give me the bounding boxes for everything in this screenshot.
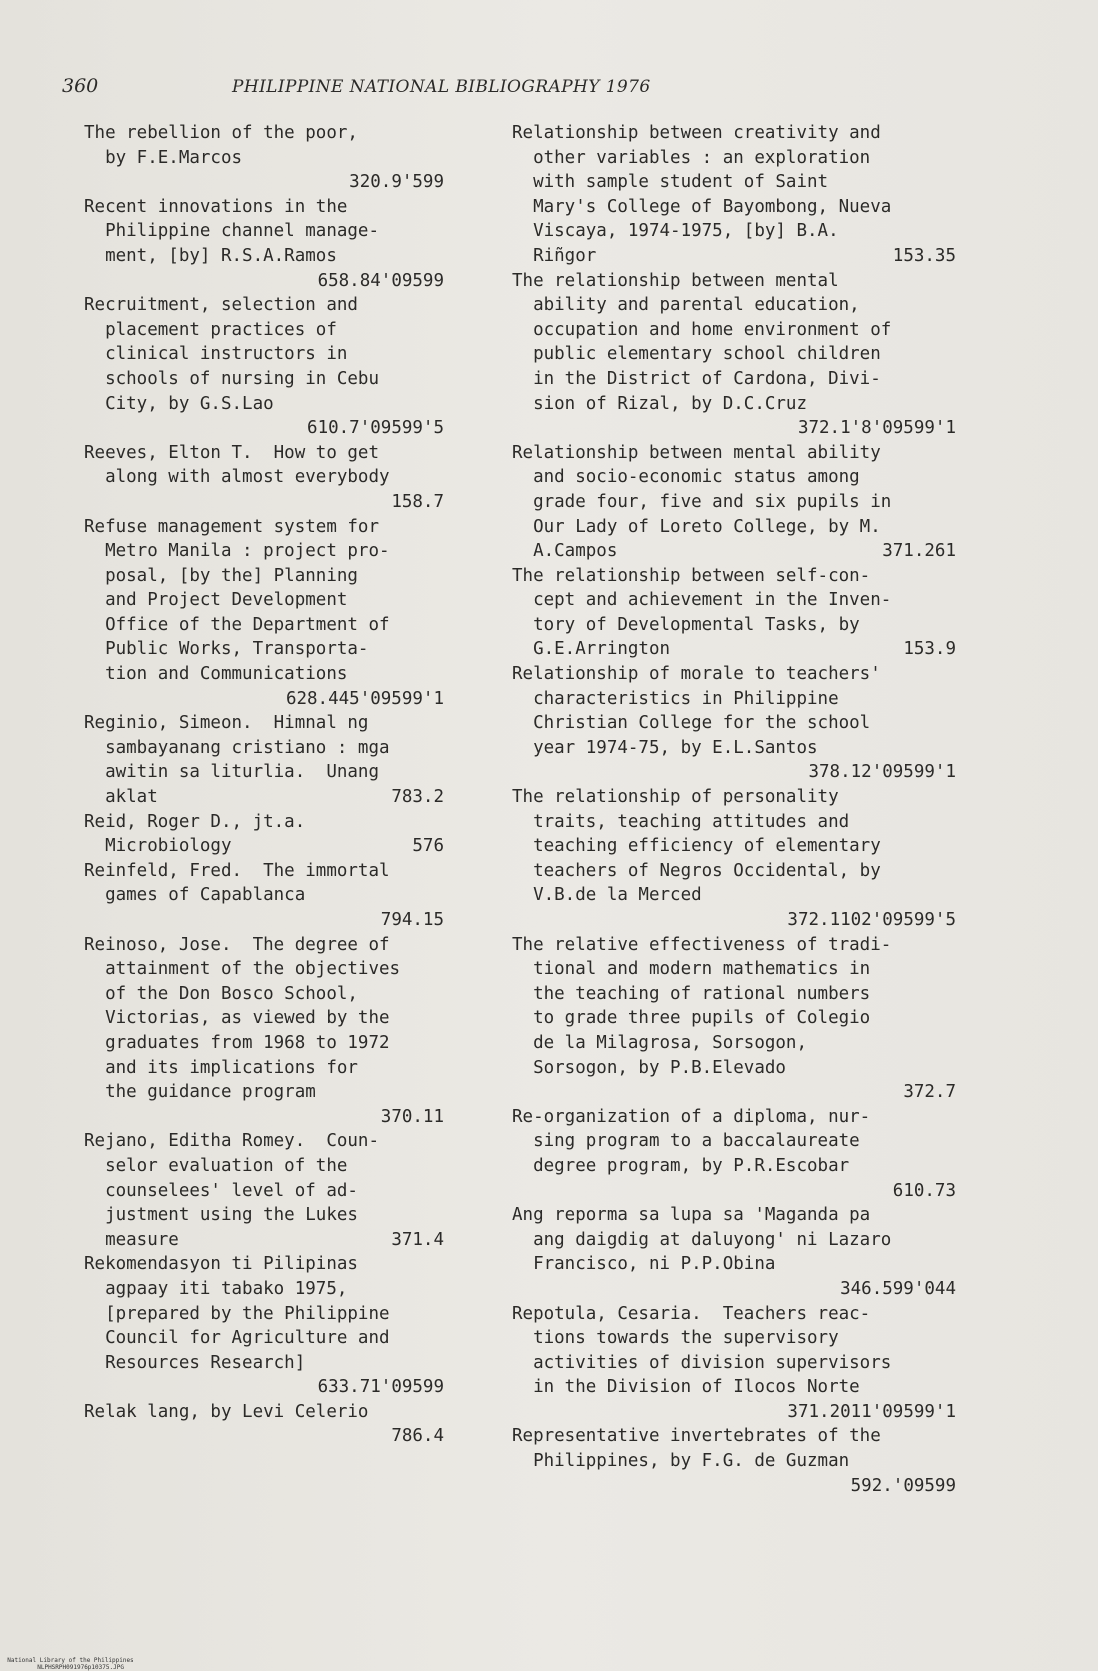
bibliography-entry bbox=[84, 711, 444, 809]
classification-number: 628.445'09599'1 bbox=[285, 688, 444, 709]
classification-number: 794.15 bbox=[380, 910, 444, 930]
classification-number: 576 bbox=[412, 836, 444, 857]
entry-text: Relationship between mental ability and socio-economic status among grade four, five and six pupils in Our Lady of Loreto College, by M. A.Campos bbox=[512, 442, 892, 562]
entry-text: Relationship between creativity and other variables : an exploration with sample student of Saint Mary's College of Bayombong, Nueva Viscaya, 1974-1975, [by] B.A. Riñgor bbox=[512, 123, 892, 266]
entry-text: The relationship between mental ability and parental education, occupation and home environment of public elementary school children in the District of Cardona, Divi- sion of Rizal, by D.C.Cruz bbox=[512, 270, 892, 414]
entry-text: Relak lang, by Levi Celerio bbox=[84, 1401, 369, 1422]
entry-text: Recent innovations in the Philippine channel manage- ment, [by] R.S.A.Ramos bbox=[84, 196, 380, 266]
left-column bbox=[84, 121, 444, 1449]
scan-footer bbox=[0, 1650, 134, 1671]
bibliography-entry bbox=[84, 859, 444, 933]
bibliography-entry bbox=[512, 1424, 956, 1498]
bibliography-entry bbox=[84, 1129, 444, 1252]
bibliography-entry bbox=[84, 515, 444, 712]
entry-text: Repotula, Cesaria. Teachers reac- tions towards the supervisory activities of division supervisors in the Division of Ilocos Norte bbox=[512, 1303, 892, 1398]
page-number: 360 bbox=[62, 75, 99, 97]
classification-number: 610.73 bbox=[892, 1180, 956, 1201]
bibliography-entry bbox=[512, 564, 956, 662]
entry-text: Ang reporma sa lupa sa 'Maganda pa ang daigdig at daluyong' ni Lazaro Francisco, ni P.P.Obina bbox=[512, 1205, 892, 1275]
bibliography-entry bbox=[84, 441, 444, 515]
classification-number: 153.35 bbox=[892, 245, 956, 266]
entry-text: Re-organization of a diploma, nur- sing program to a baccalaureate degree program, by P.R.Escobar bbox=[512, 1106, 871, 1176]
entry-text: The relative effectiveness of tradi- tional and modern mathematics in the teaching of rational numbers to grade three pupils of Colegio de la Milagrosa, Sorsogon, Sorsogon, by P.B.Elevado bbox=[512, 934, 892, 1078]
entry-text: The relationship of personality traits, teaching attitudes and teaching efficiency of elementary teachers of Negros Occidental, by V.B.de la Merced bbox=[512, 787, 881, 906]
bibliography-entry bbox=[512, 785, 956, 933]
classification-number: 783.2 bbox=[391, 787, 444, 808]
classification-number: 346.599'044 bbox=[840, 1278, 956, 1299]
entry-text: Recruitment, selection and placement practices of clinical instructors in schools of nursing in Cebu City, by G.S.Lao bbox=[84, 295, 380, 414]
classification-number: 786.4 bbox=[391, 1426, 444, 1447]
bibliography-entry bbox=[512, 269, 956, 441]
classification-number: 372.7 bbox=[903, 1082, 956, 1103]
right-column bbox=[512, 121, 956, 1498]
bibliography-entry bbox=[512, 1203, 956, 1301]
bibliography-entry bbox=[84, 933, 444, 1130]
bibliography-entry bbox=[512, 662, 956, 785]
classification-number: 320.9'599 bbox=[349, 172, 444, 193]
classification-number: 592.'09599 bbox=[850, 1475, 956, 1496]
entry-text: Reginio, Simeon. Himnal ng sambayanang cristiano : mga awitin sa liturlia. Unang aklat bbox=[84, 713, 390, 808]
classification-number: 158.7 bbox=[391, 491, 444, 512]
entry-text: Rejano, Editha Romey. Coun- selor evaluation of the counselees' level of ad- justment using the Lukes measure bbox=[84, 1131, 380, 1250]
entry-text: The relationship between self-con- cept and achievement in the Inven- tory of Developmental Tasks, by G.E.Arrington bbox=[512, 565, 892, 660]
bibliography-entry bbox=[84, 1400, 444, 1449]
entry-text: Reid, Roger D., jt.a. Microbiology bbox=[84, 811, 306, 857]
classification-number: 378.12'09599'1 bbox=[808, 762, 956, 783]
classification-number: 370.11 bbox=[380, 1106, 444, 1127]
classification-number: 371.261 bbox=[882, 541, 956, 562]
classification-number: 372.1'8'09599'1 bbox=[797, 418, 956, 439]
bibliography-entry bbox=[512, 121, 956, 269]
classification-number: 371.2011'09599'1 bbox=[787, 1401, 956, 1422]
bibliography-entry bbox=[84, 195, 444, 293]
classification-number: 658.84'09599 bbox=[317, 270, 444, 291]
classification-number: 372.1102'09599'5 bbox=[787, 910, 956, 930]
bibliography-entry bbox=[84, 121, 444, 195]
footer-library: National Library of the Philippines bbox=[7, 1657, 134, 1664]
running-title: PHILIPPINE NATIONAL BIBLIOGRAPHY 1976 bbox=[232, 77, 651, 97]
entry-text: Reeves, Elton T. How to get along with almost everybody bbox=[84, 442, 390, 488]
entry-text: Reinfeld, Fred. The immortal games of Capablanca bbox=[84, 860, 390, 906]
entry-text: Relationship of morale to teachers' characteristics in Philippine Christian College for the school year 1974-75, by E.L.Santos bbox=[512, 664, 881, 758]
bibliography-entry bbox=[84, 1252, 444, 1400]
bibliography-entry bbox=[512, 1302, 956, 1425]
entry-text: Refuse management system for Metro Manila : project pro- posal, [by the] Planning and Project Development Office of the Department of Public Works, Transporta- tion and Communications bbox=[84, 516, 390, 685]
classification-number: 633.71'09599 bbox=[317, 1377, 444, 1398]
bibliography-entry bbox=[512, 933, 956, 1105]
bibliography-entry bbox=[84, 810, 444, 859]
classification-number: 610.7'09599'5 bbox=[307, 418, 444, 439]
entry-text: Rekomendasyon ti Pilipinas agpaay iti tabako 1975, [prepared by the Philippine Council for Agriculture and Resources Research] bbox=[84, 1254, 390, 1373]
classification-number: 153.9 bbox=[903, 639, 956, 660]
entry-text: Reinoso, Jose. The degree of attainment of the objectives of the Don Bosco School, Victorias, as viewed by the graduates from 1968 to 1972 and its implications for the guidance program bbox=[84, 934, 401, 1103]
footer-file-id: NLPHSRPH091976p10375.JPG bbox=[37, 1664, 124, 1671]
bibliography-entry bbox=[84, 293, 444, 441]
bibliography-entry bbox=[512, 441, 956, 564]
entry-text: The rebellion of the poor, by F.E.Marcos bbox=[84, 123, 358, 168]
classification-number: 371.4 bbox=[391, 1229, 444, 1250]
bibliography-entry bbox=[512, 1105, 956, 1203]
entry-text: Representative invertebrates of the Philippines, by F.G. de Guzman bbox=[512, 1426, 881, 1472]
